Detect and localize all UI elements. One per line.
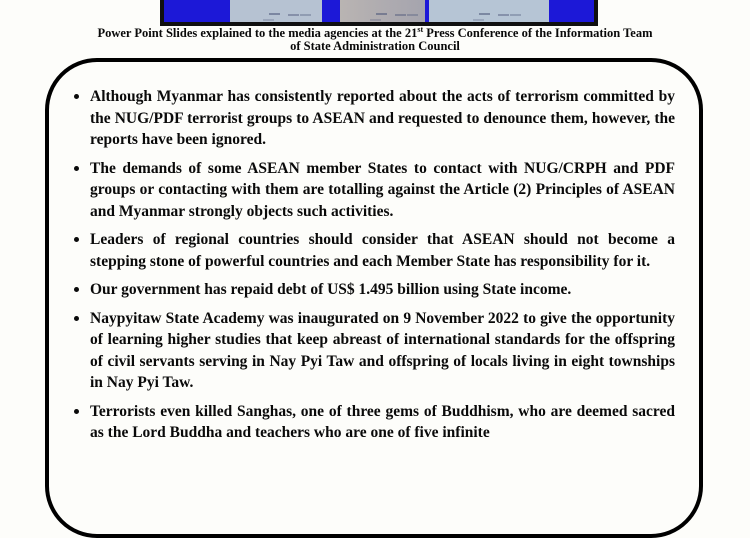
bullet-icon	[74, 94, 79, 99]
bullet-icon	[74, 409, 79, 414]
bullet-text: The demands of some ASEAN member States to contact with NUG/CRPH and PDF groups or contacting with them are totalling against the Article (2) Principles of ASEAN and Myanmar strongly objects such activities.	[90, 159, 675, 220]
bullet-item	[73, 279, 675, 301]
bullet-item	[73, 308, 675, 394]
bullet-icon	[74, 166, 79, 171]
photo-caption-line2: of State Administration Council	[290, 39, 460, 53]
bullet-text: Leaders of regional countries should consider that ASEAN should not become a stepping stone of powerful countries and each Member State has responsibility for it.	[90, 231, 675, 270]
bullet-text: Although Myanmar has consistently reported about the acts of terrorism committed by the NUG/PDF terrorist groups to ASEAN and requested to denounce them, however, the reports have been ignored.	[90, 88, 675, 148]
caption-text: Power Point Slides explained to the media agencies at the 21	[97, 26, 418, 40]
photo-caption	[0, 24, 750, 53]
slide-panel-left	[230, 0, 322, 22]
slide-panel-center	[340, 0, 425, 22]
press-conference-photo	[160, 0, 598, 26]
slide-panel-right	[429, 0, 549, 22]
caption-superscript: st	[417, 24, 424, 34]
bullet-text: Naypyitaw State Academy was inaugurated on 9 November 2022 to give the opportunity of learning higher studies that keep abreast of international standards for the offspring of civil servants serving in Nay Pyi Taw and offspring of locals living in eight townships in Nay Pyi Taw.	[90, 309, 675, 391]
bullet-icon	[74, 316, 79, 321]
bullet-item	[73, 86, 675, 151]
bullet-icon	[74, 287, 79, 292]
bullet-text: Our government has repaid debt of US$ 1.495 billion using State income.	[90, 281, 572, 298]
bullet-item	[73, 229, 675, 272]
bullet-icon	[74, 237, 79, 242]
bullet-list	[49, 62, 699, 444]
bullet-box	[45, 58, 703, 538]
bullet-item	[73, 401, 675, 444]
bullet-item	[73, 158, 675, 223]
caption-text: Press Conference of the Information Team	[423, 26, 653, 40]
bullet-text: Terrorists even killed Sanghas, one of three gems of Buddhism, who are deemed sacred as the Lord Buddha and teachers who are one of five infinite	[90, 402, 675, 441]
